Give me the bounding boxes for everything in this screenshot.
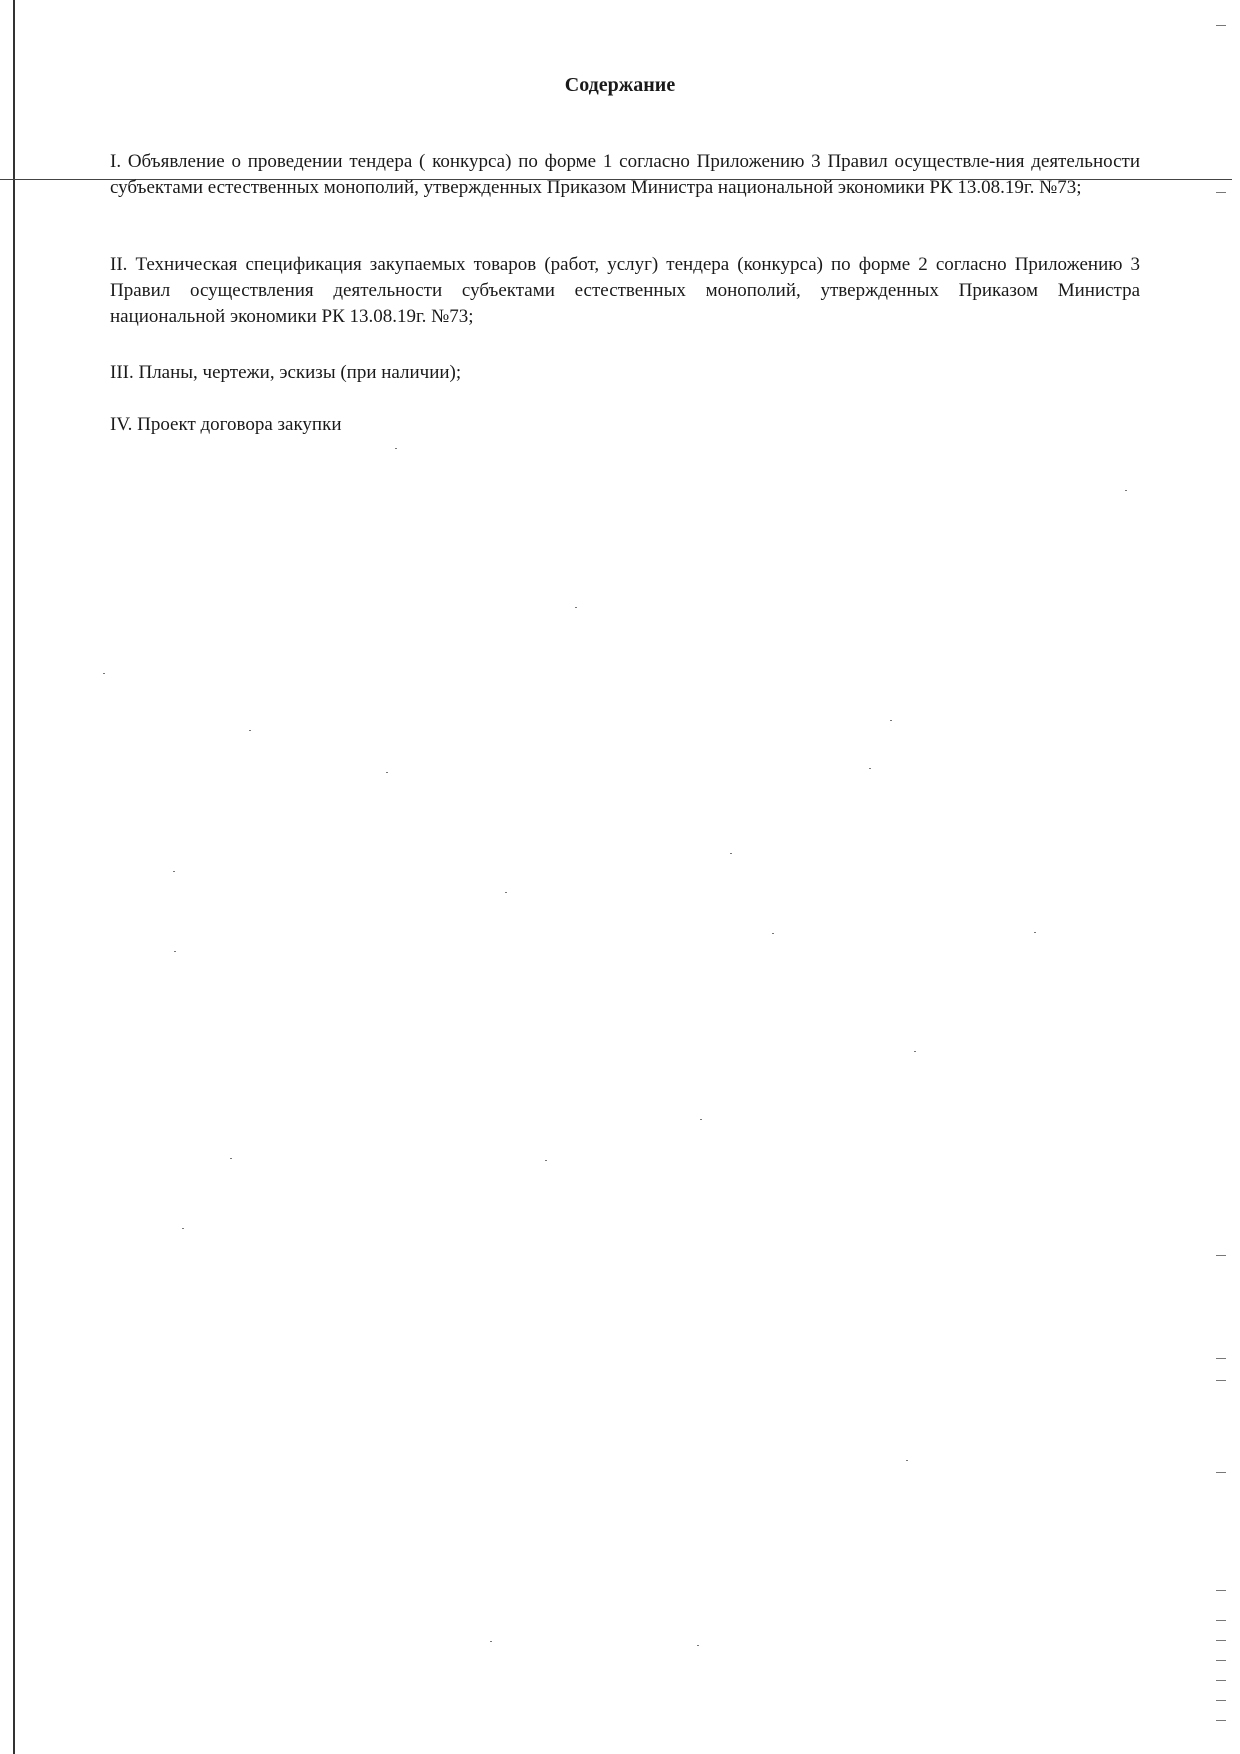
scan-edge-mark [1216,1660,1226,1661]
scan-edge-mark [1216,1640,1226,1641]
scan-edge-mark [1216,25,1226,26]
scan-edge-mark [1216,1720,1226,1721]
scan-edge-mark [1216,1620,1226,1621]
scan-speck [174,951,176,952]
scan-speck [182,1228,184,1229]
scan-speck [869,768,871,769]
toc-item-3: III. Планы, чертежи, эскизы (при наличии); [110,362,462,383]
toc-item-2: II. Техническая спецификация закупаемых товаров (работ, услуг) тендера (конкурса) по форме 2 согласно Приложению 3 Правил осуществления деятельности субъектами естественных монополий, утвержденных Приказом Министра национальной экономики РК 13.08.19г. №73; [110,254,1140,327]
page-title: Содержание [564,74,676,96]
scan-edge-mark [1216,1700,1226,1701]
scan-edge-mark [1216,1590,1226,1591]
scan-speck [906,1460,908,1461]
toc-item-1: I. Объявление о проведении тендера ( конкурса) по форме 1 согласно Приложению 3 Правил осуществле-ния деятельности субъектами естественных монополий, утвержденных Приказом Министра национальной экономики РК 13.08.19г. №73; [110,151,1140,198]
scan-speck [890,720,892,721]
scan-speck [395,448,397,449]
scan-speck [249,730,251,731]
scan-edge-line [13,0,15,1754]
scan-edge-mark [1216,1472,1226,1473]
scan-speck [914,1051,916,1052]
scan-edge-mark [1216,1680,1226,1681]
scan-speck [697,1645,699,1646]
scan-speck [575,607,577,608]
scan-speck [1125,490,1127,491]
scan-edge-mark [1216,192,1226,193]
scan-speck [386,772,388,773]
scan-speck [490,1641,492,1642]
scan-speck [505,892,507,893]
scan-speck [545,1160,547,1161]
scan-speck [103,673,105,674]
scan-edge-mark [1216,1380,1226,1381]
scan-edge-mark [1216,1358,1226,1359]
toc-item-4: IV. Проект договора закупки [110,414,342,435]
scan-speck [173,871,175,872]
scan-speck [230,1158,232,1159]
scan-speck [730,853,732,854]
scan-edge-mark [1216,1255,1226,1256]
scan-speck [700,1119,702,1120]
scan-speck [772,933,774,934]
scan-speck [1034,932,1036,933]
